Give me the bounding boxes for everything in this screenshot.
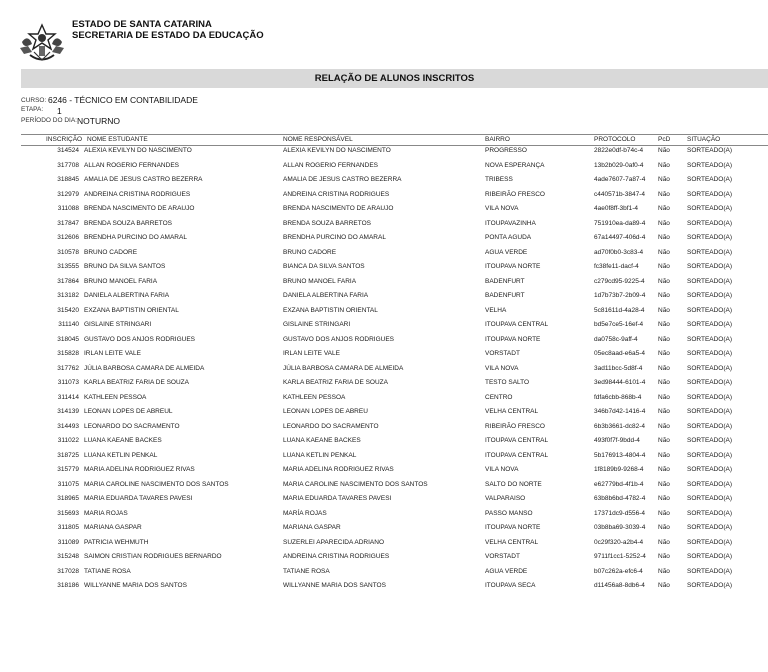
cell-student-name: BRENDA SOUZA BARRETOS xyxy=(84,219,173,227)
table-row xyxy=(0,363,768,377)
cell-neighborhood: AGUA VERDE xyxy=(485,567,528,575)
table-row xyxy=(0,508,768,522)
table-row xyxy=(0,247,768,261)
cell-protocol: 493f0f7f-9bdd-4 xyxy=(594,437,640,444)
table-row xyxy=(0,377,768,391)
cell-pcd: Não xyxy=(658,147,670,154)
cell-student-name: GISLAINE STRINGARI xyxy=(84,321,152,328)
cell-status: SORTEADO(A) xyxy=(687,495,733,502)
cell-protocol: 751910ea-da89-4 xyxy=(594,219,646,227)
col-responsavel: NOME RESPONSÁVEL xyxy=(283,136,353,143)
cell-pcd: Não xyxy=(658,437,670,444)
cell-protocol: 346b7d42-1416-4 xyxy=(594,408,646,415)
table-row xyxy=(0,160,768,174)
table-row xyxy=(0,566,768,580)
cell-pcd: Não xyxy=(658,321,670,328)
cell-status: SORTEADO(A) xyxy=(687,567,733,575)
cell-student-name: ALEXIA KEVILYN DO NASCIMENTO xyxy=(84,147,192,154)
cell-pcd: Não xyxy=(658,538,670,546)
cell-guardian-name: BRUNO CADORE xyxy=(283,248,337,256)
cell-pcd: Não xyxy=(658,567,670,575)
cell-protocol: e62779bd-4f1b-4 xyxy=(594,480,644,488)
cell-protocol: 63b8b6bd-4782-4 xyxy=(594,495,646,502)
cell-inscricao: 318186 xyxy=(57,582,79,589)
cell-guardian-name: TATIANE ROSA xyxy=(283,567,330,575)
cell-neighborhood: VILA NOVA xyxy=(485,205,519,212)
cell-pcd: Não xyxy=(658,277,670,285)
cell-guardian-name: WILLYANNE MARIA DOS SANTOS xyxy=(283,582,386,589)
cell-protocol: fdfa6cbb-868b-4 xyxy=(594,393,642,401)
table-row xyxy=(0,464,768,478)
table-row xyxy=(0,450,768,464)
cell-protocol: c440571b-3847-4 xyxy=(594,190,645,198)
cell-guardian-name: MARIA ADELINA RODRIGUEZ RIVAS xyxy=(283,466,394,473)
period-value: NOTURNO xyxy=(77,116,120,126)
cell-neighborhood: ITOUPAVA NORTE xyxy=(485,524,541,531)
table-row xyxy=(0,334,768,348)
cell-status: SORTEADO(A) xyxy=(687,524,733,531)
cell-neighborhood: AGUA VERDE xyxy=(485,248,528,256)
cell-protocol: 4ae0f8ff-3bf1-4 xyxy=(594,205,638,212)
cell-pcd: Não xyxy=(658,524,670,531)
cell-status: SORTEADO(A) xyxy=(687,466,733,473)
cell-inscricao: 318845 xyxy=(57,176,79,183)
period-label: PERÍODO DO DIA: xyxy=(21,117,77,124)
cell-neighborhood: ITOUPAVA SECA xyxy=(485,582,536,589)
cell-pcd: Não xyxy=(658,480,670,488)
cell-pcd: Não xyxy=(658,176,670,183)
cell-pcd: Não xyxy=(658,408,670,415)
cell-neighborhood: BADENFURT xyxy=(485,292,525,299)
cell-neighborhood: RIBEIRÃO FRESCO xyxy=(485,190,545,198)
cell-guardian-name: GUSTAVO DOS ANJOS RODRIGUES xyxy=(283,335,394,343)
cell-pcd: Não xyxy=(658,234,670,241)
cell-status: SORTEADO(A) xyxy=(687,161,733,169)
cell-inscricao: 317847 xyxy=(57,219,79,227)
table-row xyxy=(0,189,768,203)
cell-protocol: 17371dc9-d556-4 xyxy=(594,509,645,517)
table-row xyxy=(0,218,768,232)
stage-value: 1 xyxy=(57,106,62,116)
cell-neighborhood: RIBEIRÃO FRESCO xyxy=(485,422,545,430)
cell-student-name: LEONAN LOPES DE ABREUL xyxy=(84,408,173,415)
cell-protocol: bd5e7ce5-16ef-4 xyxy=(594,321,644,328)
cell-guardian-name: ALEXIA KEVILYN DO NASCIMENTO xyxy=(283,147,391,154)
cell-pcd: Não xyxy=(658,161,670,169)
cell-guardian-name: BRUNO MANOEL FARIA xyxy=(283,277,357,285)
cell-status: SORTEADO(A) xyxy=(687,219,733,227)
cell-neighborhood: VILA NOVA xyxy=(485,364,519,372)
cell-status: SORTEADO(A) xyxy=(687,350,733,357)
cell-status: SORTEADO(A) xyxy=(687,321,733,328)
stage-label: ETAPA: xyxy=(21,106,44,113)
cell-neighborhood: SALTO DO NORTE xyxy=(485,480,542,488)
cell-status: SORTEADO(A) xyxy=(687,408,733,415)
cell-pcd: Não xyxy=(658,350,670,357)
cell-status: SORTEADO(A) xyxy=(687,234,733,241)
cell-neighborhood: VALPARAISO xyxy=(485,495,526,502)
cell-protocol: 9711f1cc1-5252-4 xyxy=(594,553,646,560)
cell-guardian-name: GISLAINE STRINGARI xyxy=(283,321,351,328)
table-row xyxy=(0,174,768,188)
cell-pcd: Não xyxy=(658,582,670,589)
cell-status: SORTEADO(A) xyxy=(687,248,733,256)
cell-guardian-name: BRENDHA PURCINO DO AMARAL xyxy=(283,234,386,241)
cell-status: SORTEADO(A) xyxy=(687,379,733,386)
state-name: ESTADO DE SANTA CATARINA xyxy=(72,19,212,30)
cell-status: SORTEADO(A) xyxy=(687,364,733,372)
cell-student-name: BRUNO MANOEL FARIA xyxy=(84,277,158,285)
cell-neighborhood: ITOUPAVAZINHA xyxy=(485,219,536,227)
cell-guardian-name: AMALIA DE JESUS CASTRO BEZERRA xyxy=(283,176,402,183)
cell-status: SORTEADO(A) xyxy=(687,422,733,430)
cell-protocol: 0c29f320-a2b4-4 xyxy=(594,538,644,546)
cell-protocol: c279cd95-9225-4 xyxy=(594,277,645,285)
cell-protocol: 67a14497-406d-4 xyxy=(594,234,646,241)
cell-neighborhood: VORSTADT xyxy=(485,553,520,560)
cell-neighborhood: ITOUPAVA CENTRAL xyxy=(485,437,549,444)
cell-status: SORTEADO(A) xyxy=(687,205,733,212)
col-protocolo: PROTOCOLO xyxy=(594,136,636,143)
cell-status: SORTEADO(A) xyxy=(687,538,733,546)
cell-status: SORTEADO(A) xyxy=(687,176,733,183)
table-row xyxy=(0,276,768,290)
cell-neighborhood: PROGRESSO xyxy=(485,147,527,154)
table-row xyxy=(0,261,768,275)
cell-guardian-name: BRENDA SOUZA BARRETOS xyxy=(283,219,372,227)
cell-pcd: Não xyxy=(658,379,670,386)
cell-protocol: da0758c-9aff-4 xyxy=(594,335,638,343)
cell-neighborhood: PONTA AGUDA xyxy=(485,234,532,241)
cell-neighborhood: ITOUPAVA CENTRAL xyxy=(485,321,549,328)
table-row xyxy=(0,479,768,493)
cell-student-name: ALLAN ROGERIO FERNANDES xyxy=(84,161,179,169)
cell-pcd: Não xyxy=(658,190,670,198)
cell-inscricao: 315420 xyxy=(57,306,79,314)
cell-student-name: DANIELA ALBERTINA FARIA xyxy=(84,292,170,299)
cell-status: SORTEADO(A) xyxy=(687,335,733,343)
cell-guardian-name: ANDREINA CRISTINA RODRIGUES xyxy=(283,190,390,198)
cell-inscricao: 318965 xyxy=(57,495,79,502)
course-label: CURSO: xyxy=(21,97,47,104)
cell-inscricao: 312606 xyxy=(57,234,79,241)
report-title: RELAÇÃO DE ALUNOS INSCRITOS xyxy=(21,69,768,88)
cell-inscricao: 315248 xyxy=(57,553,79,560)
cell-status: SORTEADO(A) xyxy=(687,509,733,517)
col-bairro: BAIRRO xyxy=(485,136,510,143)
state-coat-of-arms-icon xyxy=(18,22,66,66)
cell-protocol: 3ad11bcc-5d8f-4 xyxy=(594,364,643,372)
cell-inscricao: 317708 xyxy=(57,161,79,169)
cell-pcd: Não xyxy=(658,263,670,270)
cell-neighborhood: PASSO MANSO xyxy=(485,509,533,517)
table-row xyxy=(0,203,768,217)
cell-inscricao: 315693 xyxy=(57,509,79,517)
table-row xyxy=(0,392,768,406)
cell-guardian-name: JÚLIA BARBOSA CAMARA DE ALMEIDA xyxy=(283,364,404,372)
table-row xyxy=(0,551,768,565)
cell-student-name: MARIANA GASPAR xyxy=(84,524,142,531)
cell-guardian-name: SUZERLEI APARECIDA ADRIANO xyxy=(283,538,385,546)
cell-neighborhood: ITOUPAVA CENTRAL xyxy=(485,451,549,459)
cell-status: SORTEADO(A) xyxy=(687,480,733,488)
cell-neighborhood: CENTRO xyxy=(485,393,513,401)
cell-inscricao: 317028 xyxy=(57,567,79,575)
cell-protocol: 1d7b73b7-2b09-4 xyxy=(594,292,646,299)
cell-pcd: Não xyxy=(658,205,670,212)
cell-protocol: 13b2b029-0af0-4 xyxy=(594,161,644,169)
cell-pcd: Não xyxy=(658,292,670,299)
cell-student-name: IRLAN LEITE VALE xyxy=(84,350,141,357)
cell-status: SORTEADO(A) xyxy=(687,292,733,299)
table-row xyxy=(0,145,768,159)
cell-pcd: Não xyxy=(658,509,670,517)
cell-protocol: 3ed98444-6101-4 xyxy=(594,379,646,386)
cell-neighborhood: BADENFURT xyxy=(485,277,525,285)
table-row xyxy=(0,421,768,435)
cell-status: SORTEADO(A) xyxy=(687,277,733,285)
cell-inscricao: 313555 xyxy=(57,263,79,270)
cell-student-name: WILLYANNE MARIA DOS SANTOS xyxy=(84,582,187,589)
cell-inscricao: 311073 xyxy=(57,379,79,386)
cell-guardian-name: MARIA CAROLINE NASCIMENTO DOS SANTOS xyxy=(283,480,428,488)
cell-protocol: 4ade7607-7a87-4 xyxy=(594,176,646,183)
cell-protocol: 5b176913-4804-4 xyxy=(594,451,646,459)
cell-student-name: PATRICIA WEHMUTH xyxy=(84,538,149,546)
cell-student-name: LUANA KAEANE BACKES xyxy=(84,437,162,444)
cell-pcd: Não xyxy=(658,422,670,430)
cell-student-name: AMALIA DE JESUS CASTRO BEZERRA xyxy=(84,176,203,183)
course-value: 6246 - TÉCNICO EM CONTABILIDADE xyxy=(48,95,198,105)
cell-student-name: TATIANE ROSA xyxy=(84,567,131,575)
cell-protocol: 03b8ba69-3039-4 xyxy=(594,524,646,531)
cell-protocol: b07c262a-efc6-4 xyxy=(594,567,643,575)
cell-guardian-name: BRENDA NASCIMENTO DE ARAUJO xyxy=(283,205,394,212)
cell-pcd: Não xyxy=(658,466,670,473)
cell-student-name: SAIMON CRISTIAN RODRIGUES BERNARDO xyxy=(84,553,222,560)
cell-status: SORTEADO(A) xyxy=(687,437,733,444)
table-row xyxy=(0,580,768,594)
cell-inscricao: 318725 xyxy=(57,451,79,459)
cell-student-name: BRENDA NASCIMENTO DE ARAUJO xyxy=(84,205,195,212)
cell-neighborhood: TESTO SALTO xyxy=(485,379,530,386)
cell-inscricao: 314493 xyxy=(57,422,79,430)
cell-inscricao: 310578 xyxy=(57,248,79,256)
cell-guardian-name: BIANCA DA SILVA SANTOS xyxy=(283,263,365,270)
cell-inscricao: 312979 xyxy=(57,190,79,198)
col-nome: NOME ESTUDANTE xyxy=(87,136,148,143)
cell-neighborhood: VELHA CENTRAL xyxy=(485,538,539,546)
cell-student-name: GUSTAVO DOS ANJOS RODRIGUES xyxy=(84,335,195,343)
cell-guardian-name: LEONAN LOPES DE ABREU xyxy=(283,408,368,415)
cell-guardian-name: KARLA BEATRIZ FARIA DE SOUZA xyxy=(283,379,388,386)
cell-inscricao: 311088 xyxy=(57,205,79,212)
cell-student-name: MARIA ADELINA RODRIGUEZ RIVAS xyxy=(84,466,195,473)
cell-student-name: JÚLIA BARBOSA CAMARA DE ALMEIDA xyxy=(84,364,205,372)
cell-inscricao: 311805 xyxy=(57,524,79,531)
cell-neighborhood: VILA NOVA xyxy=(485,466,519,473)
cell-guardian-name: EXZANA BAPTISTIN ORIENTAL xyxy=(283,306,378,314)
cell-inscricao: 313182 xyxy=(57,292,79,299)
cell-neighborhood: VORSTADT xyxy=(485,350,520,357)
cell-protocol: d11456a8-8db6-4 xyxy=(594,582,645,589)
cell-pcd: Não xyxy=(658,248,670,256)
cell-inscricao: 315828 xyxy=(57,350,79,357)
cell-student-name: LUANA KETLIN PENKAL xyxy=(84,451,158,459)
cell-neighborhood: VELHA xyxy=(485,306,507,314)
cell-pcd: Não xyxy=(658,393,670,401)
cell-inscricao: 311089 xyxy=(57,538,79,546)
cell-status: SORTEADO(A) xyxy=(687,451,733,459)
cell-inscricao: 311140 xyxy=(58,321,79,328)
table-row xyxy=(0,305,768,319)
cell-pcd: Não xyxy=(658,451,670,459)
col-inscricao: INSCRIÇÃO xyxy=(46,136,83,143)
department-name: SECRETARIA DE ESTADO DA EDUCAÇÃO xyxy=(72,30,264,41)
cell-status: SORTEADO(A) xyxy=(687,190,733,198)
cell-pcd: Não xyxy=(658,495,670,502)
cell-status: SORTEADO(A) xyxy=(687,393,733,401)
table-row xyxy=(0,435,768,449)
cell-guardian-name: ALLAN ROGERIO FERNANDES xyxy=(283,161,378,169)
cell-student-name: MARIA CAROLINE NASCIMENTO DOS SANTOS xyxy=(84,480,229,488)
col-pcd: PcD xyxy=(658,136,671,143)
cell-neighborhood: VELHA CENTRAL xyxy=(485,408,539,415)
table-row xyxy=(0,290,768,304)
cell-neighborhood: NOVA ESPERANÇA xyxy=(485,161,545,169)
cell-protocol: ad70f0b0-3c83-4 xyxy=(594,248,644,256)
table-row xyxy=(0,537,768,551)
table-row xyxy=(0,522,768,536)
cell-guardian-name: MARIANA GASPAR xyxy=(283,524,341,531)
cell-inscricao: 318045 xyxy=(57,335,79,343)
cell-inscricao: 317864 xyxy=(57,277,79,285)
cell-student-name: BRUNO CADORE xyxy=(84,248,138,256)
cell-student-name: KARLA BEATRIZ FARIA DE SOUZA xyxy=(84,379,189,386)
cell-guardian-name: LEONARDO DO SACRAMENTO xyxy=(283,422,379,430)
cell-student-name: EXZANA BAPTISTIN ORIENTAL xyxy=(84,306,179,314)
cell-inscricao: 317762 xyxy=(57,364,79,372)
cell-guardian-name: MARÍA ROJAS xyxy=(283,509,327,517)
cell-student-name: LEONARDO DO SACRAMENTO xyxy=(84,422,180,430)
cell-status: SORTEADO(A) xyxy=(687,263,733,270)
cell-protocol: 5c81611d-4a28-4 xyxy=(594,306,645,314)
cell-status: SORTEADO(A) xyxy=(687,147,733,154)
cell-neighborhood: ITOUPAVA NORTE xyxy=(485,335,541,343)
cell-pcd: Não xyxy=(658,219,670,227)
cell-inscricao: 311414 xyxy=(57,393,79,401)
cell-student-name: BRUNO DA SILVA SANTOS xyxy=(84,263,166,270)
table-row xyxy=(0,232,768,246)
document-header xyxy=(0,0,768,68)
table-row xyxy=(0,319,768,333)
cell-protocol: fc38fe11-dacf-4 xyxy=(594,263,639,270)
cell-pcd: Não xyxy=(658,335,670,343)
cell-status: SORTEADO(A) xyxy=(687,582,733,589)
cell-guardian-name: LUANA KAEANE BACKES xyxy=(283,437,361,444)
cell-student-name: BRENDHA PURCINO DO AMARAL xyxy=(84,234,187,241)
cell-inscricao: 314139 xyxy=(57,408,79,415)
table-row xyxy=(0,493,768,507)
table-row xyxy=(0,348,768,362)
cell-inscricao: 311022 xyxy=(57,437,79,444)
cell-pcd: Não xyxy=(658,306,670,314)
cell-inscricao: 311075 xyxy=(57,480,79,488)
cell-guardian-name: MARIA EDUARDA TAVARES PAVESI xyxy=(283,495,392,502)
cell-pcd: Não xyxy=(658,553,670,560)
table-row xyxy=(0,406,768,420)
cell-protocol: 05ec8aad-e6a5-4 xyxy=(594,350,645,357)
cell-student-name: KATHLEEN PESSOA xyxy=(84,393,147,401)
cell-neighborhood: ITOUPAVA NORTE xyxy=(485,263,541,270)
cell-inscricao: 314524 xyxy=(57,147,79,154)
col-situacao: SITUAÇÃO xyxy=(687,136,721,143)
cell-guardian-name: DANIELA ALBERTINA FARIA xyxy=(283,292,369,299)
cell-protocol: 6b3b3661-dc82-4 xyxy=(594,422,645,430)
cell-status: SORTEADO(A) xyxy=(687,553,733,560)
cell-student-name: ANDREINA CRISTINA RODRIGUES xyxy=(84,190,191,198)
cell-student-name: MARIA ROJAS xyxy=(84,509,128,517)
cell-guardian-name: LUANA KETLIN PENKAL xyxy=(283,451,357,459)
cell-inscricao: 315779 xyxy=(57,466,79,473)
cell-protocol: 2822e0df-b74c-4 xyxy=(594,147,644,154)
cell-guardian-name: KATHLEEN PESSOA xyxy=(283,393,346,401)
cell-status: SORTEADO(A) xyxy=(687,306,733,314)
cell-student-name: MARIA EDUARDA TAVARES PAVESI xyxy=(84,495,193,502)
cell-pcd: Não xyxy=(658,364,670,372)
cell-guardian-name: ANDREINA CRISTINA RODRIGUES xyxy=(283,553,390,560)
cell-neighborhood: TRIBESS xyxy=(485,176,513,183)
cell-protocol: 1f8189b9-9268-4 xyxy=(594,466,644,473)
cell-guardian-name: IRLAN LEITE VALE xyxy=(283,350,340,357)
